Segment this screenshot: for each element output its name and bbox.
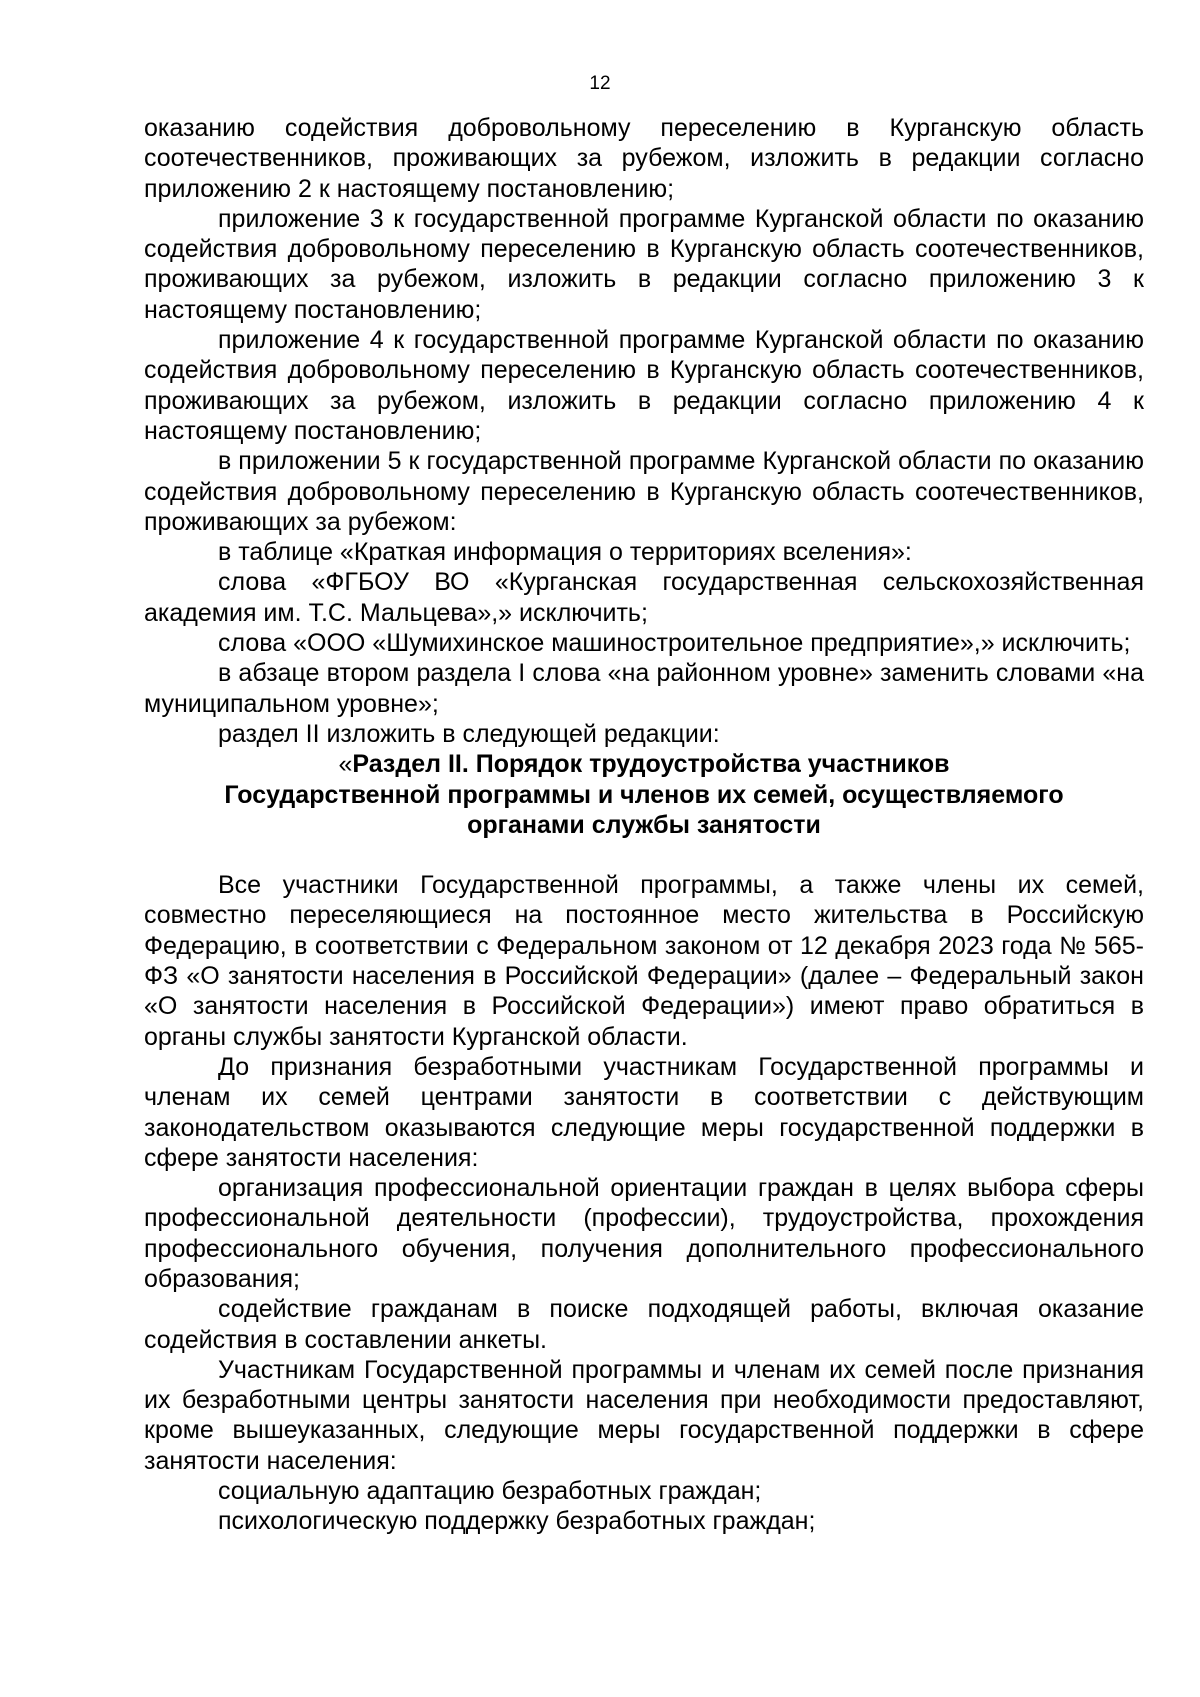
paragraph: содействие гражданам в поиске подходящей работы, включая оказание содействия в составлении анкеты. — [144, 1295, 1144, 1354]
spacer — [144, 840, 1144, 870]
heading-line-2: Государственной программы и членов их семей, осуществляемого — [224, 780, 1064, 809]
paragraph: Участникам Государственной программы и членам их семей после признания их безработными центры занятости населения при необходимости предоставляют, кроме вышеуказанных, следующие меры государственной поддержки в сфере занятости населения: — [144, 1355, 1144, 1475]
paragraph: приложение 4 к государственной программе Курганской области по оказанию содействия добровольному переселению в Курганскую область соотечественников, проживающих за рубежом, изложить в редакции согласно приложению 4 к настоящему постановлению; — [144, 326, 1144, 445]
paragraph: Все участники Государственной программы, а также члены их семей, совместно переселяющиеся на постоянное место жительства в Российскую Федерацию, в соответствии с Федеральном законом от 12 декабря 2023 года № 565-ФЗ «О занятости населения в Российской Федерации» (далее – Федеральный закон «О занятости населения в Российской Федерации») имеют право обратиться в органы службы занятости Курганской области. — [144, 871, 1144, 1051]
paragraph: психологическую поддержку безработных граждан; — [218, 1507, 816, 1536]
paragraph: приложение 3 к государственной программе Курганской области по оказанию содействия добровольному переселению в Курганскую область соотечественников, проживающих за рубежом, изложить в редакции согласно приложению 3 к настоящему постановлению; — [144, 204, 1144, 324]
heading-line-3: органами службы занятости — [467, 810, 821, 839]
paragraph: в приложении 5 к государственной программе Курганской области по оказанию содействия добровольному переселению в Курганскую область соотечественников, проживающих за рубежом: — [144, 447, 1144, 536]
paragraph: оказанию содействия добровольному переселению в Курганскую область соотечественников, проживающих за рубежом, изложить в редакции согласно приложению 2 к настоящему постановлению; — [144, 114, 1144, 203]
document-body — [144, 113, 1144, 1537]
page-number: 12 — [589, 73, 611, 94]
section-heading — [144, 749, 1144, 840]
paragraph: слова «ФГБОУ ВО «Курганская государственная сельскохозяйственная академия им. Т.С. Мальцева»,» исключить; — [144, 568, 1144, 627]
paragraph: в таблице «Краткая информация о территориях вселения»: — [218, 538, 912, 567]
paragraph: в абзаце втором раздела I слова «на районном уровне» заменить словами «на муниципальном уровне»; — [144, 659, 1144, 718]
paragraph: организация профессиональной ориентации граждан в целях выбора сферы профессиональной деятельности (профессии), трудоустройства, прохождения профессионального обучения, получения дополнительного профессионального образования; — [144, 1174, 1144, 1293]
paragraph: раздел II изложить в следующей редакции: — [218, 719, 720, 748]
section-heading-line — [144, 749, 1144, 779]
heading-open-quote: « — [338, 750, 353, 779]
heading-line-1: Раздел II. Порядок трудоустройства участников — [352, 750, 950, 779]
paragraph: слова «ООО «Шумихинское машиностроительное предприятие»,» исключить; — [218, 629, 1131, 658]
paragraph: социальную адаптацию безработных граждан; — [218, 1477, 762, 1506]
paragraph: До признания безработными участникам Государственной программы и членам их семей центрами занятости в соответствии с действующим законодательством оказываются следующие меры государственной поддержки в сфере занятости населения: — [144, 1052, 1144, 1172]
